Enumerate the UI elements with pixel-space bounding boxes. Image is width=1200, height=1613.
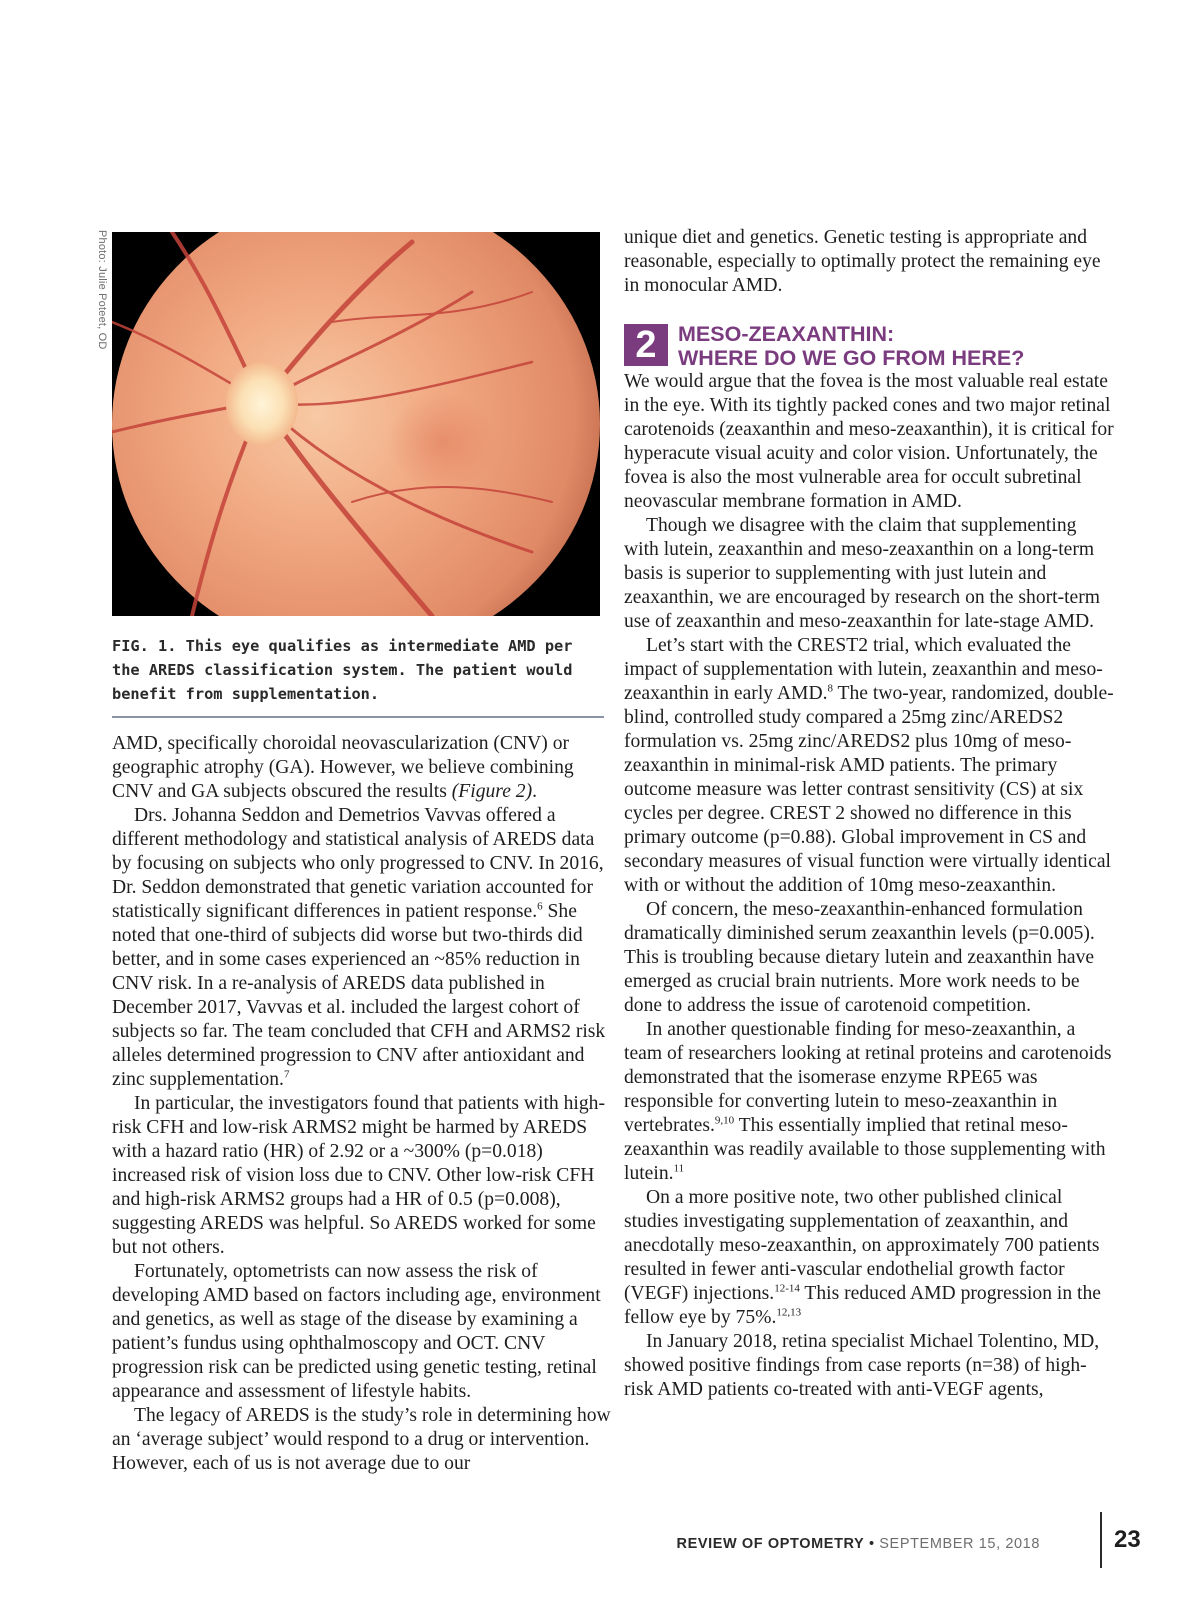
right-column-top bbox=[624, 226, 1114, 298]
page-number: 23 bbox=[1114, 1526, 1141, 1553]
photo-credit: Photo: Julie Poteet, OD bbox=[96, 230, 108, 350]
caption-divider bbox=[112, 716, 604, 718]
body-paragraph: Let’s start with the CREST2 trial, which evaluated the impact of supplementation with lutein, zeaxanthin and meso-zeaxanthin in early AMD.$^8$ The two-year, randomized, double-blind, controlled study compared a 25mg zinc/AREDS2 formulation vs. 25mg zinc/AREDS2 plus 10mg of meso-zeaxanthin in minimal-risk AMD patients. The primary outcome measure was letter contrast sensitivity (CS) at six cycles per degree. CREST 2 showed no difference in this primary outcome (p=0.88). Global improvement in CS and secondary measures of visual function were virtually identical with or without the addition of 10mg meso-zeaxanthin. bbox=[624, 635, 1114, 896]
body-paragraph: The legacy of AREDS is the study’s role in determining how an ‘average subject’ would respond to a drug or intervention. However, each of us is not average due to our bbox=[112, 1405, 611, 1474]
left-column bbox=[112, 732, 612, 1476]
page-footer bbox=[677, 1536, 1041, 1552]
footer-divider bbox=[1100, 1512, 1102, 1568]
footer-separator: • bbox=[864, 1536, 880, 1552]
body-paragraph: Drs. Johanna Seddon and Demetrios Vavvas offered a different methodology and statistical analysis of AREDS data by focusing on subjects who only progressed to CNV. In 2016, Dr. Seddon demonstrated that genetic variation accounted for statistically significant differences in patient response.$^6$ She noted that one-third of subjects did worse but two-thirds did better, and in some cases experienced an ~85% reduction in CNV risk. In a re-analysis of AREDS data published in December 2017, Vavvas et al. included the largest cohort of subjects so far. The team concluded that CFH and ARMS2 risk alleles determined progression to CNV after antioxidant and zinc supplementation.$^7$ bbox=[112, 805, 606, 1090]
body-paragraph: On a more positive note, two other published clinical studies investigating supplementation of zeaxanthin, and anecdotally meso-zeaxanthin, on approximately 700 patients resulted in fewer anti-vascular endothelial growth factor (VEGF) injections.$^{12-14}$ This reduced AMD progression in the fellow eye by 75%.$^{12,13}$ bbox=[624, 1187, 1101, 1328]
publication-name: REVIEW OF OPTOMETRY bbox=[676, 1536, 865, 1552]
body-paragraph: AMD, specifically choroidal neovascularization (CNV) or geographic atrophy (GA). However, we believe combining CNV and GA subjects obscured the results (Figure 2). bbox=[112, 733, 574, 802]
body-paragraph: Though we disagree with the claim that supplementing with lutein, zeaxanthin and meso-zeaxanthin on a long-term basis is superior to supplementing with just lutein and zeaxanthin, we are encouraged by research on the short-term use of zeaxanthin and meso-zeaxanthin for late-stage AMD. bbox=[624, 515, 1101, 632]
body-paragraph: unique diet and genetics. Genetic testing is appropriate and reasonable, especially to optimally protect the remaining eye in monocular AMD. bbox=[624, 227, 1101, 296]
body-paragraph: Of concern, the meso-zeaxanthin-enhanced formulation dramatically diminished serum zeaxanthin levels (p=0.005). This is troubling because dietary lutein and zeaxanthin have emerged as crucial brain nutrients. More work needs to be done to address the issue of carotenoid competition. bbox=[624, 899, 1095, 1016]
body-paragraph: In particular, the investigators found that patients with high-risk CFH and low-risk ARMS2 might be harmed by AREDS with a hazard ratio (HR) of 2.92 or a ~300% (p=0.018) increased risk of vision loss due to CNV. Other low-risk CFH and high-risk ARMS2 groups had a HR of 0.5 (p=0.008), suggesting AREDS was helpful. So AREDS worked for some but not others. bbox=[112, 1093, 605, 1258]
right-column bbox=[624, 370, 1114, 1402]
issue-date: SEPTEMBER 15, 2018 bbox=[879, 1536, 1040, 1552]
figure-caption: FIG. 1. This eye qualifies as intermediate AMD per the AREDS classification system. The patient would benefit from supplementation. bbox=[112, 637, 573, 703]
section-number-badge: 2 bbox=[624, 324, 668, 366]
section-heading bbox=[624, 322, 1124, 368]
fundus-photo bbox=[112, 232, 600, 616]
body-paragraph: Fortunately, optometrists can now assess the risk of developing AMD based on factors including age, environment and genetics, as well as stage of the disease by examining a patient’s fundus using ophthalmoscopy and OCT. CNV progression risk can be predicted using genetic testing, retinal appearance and assessment of lifestyle habits. bbox=[112, 1261, 601, 1402]
body-paragraph: In another questionable finding for meso-zeaxanthin, a team of researchers looking at retinal proteins and carotenoids demonstrated that the isomerase enzyme RPE65 was responsible for converting lutein to meso-zeaxanthin in vertebrates.$^{9,10}$ This essentially implied that retinal meso-zeaxanthin was readily available to those supplementing with lutein.$^{11}$ bbox=[624, 1019, 1112, 1184]
section-title: MESO-ZEAXANTHIN: WHERE DO WE GO FROM HERE? bbox=[678, 322, 1025, 370]
body-paragraph: We would argue that the fovea is the most valuable real estate in the eye. With its tightly packed cones and two major retinal carotenoids (zeaxanthin and meso-zeaxanthin), it is critical for hyperacute visual acuity and color vision. Unfortunately, the fovea is also the most vulnerable area for occult subretinal neovascular membrane formation in AMD. bbox=[624, 371, 1114, 512]
body-paragraph: In January 2018, retina specialist Michael Tolentino, MD, showed positive findings from case reports (n=38) of high-risk AMD patients co-treated with anti-VEGF agents, bbox=[624, 1331, 1100, 1400]
